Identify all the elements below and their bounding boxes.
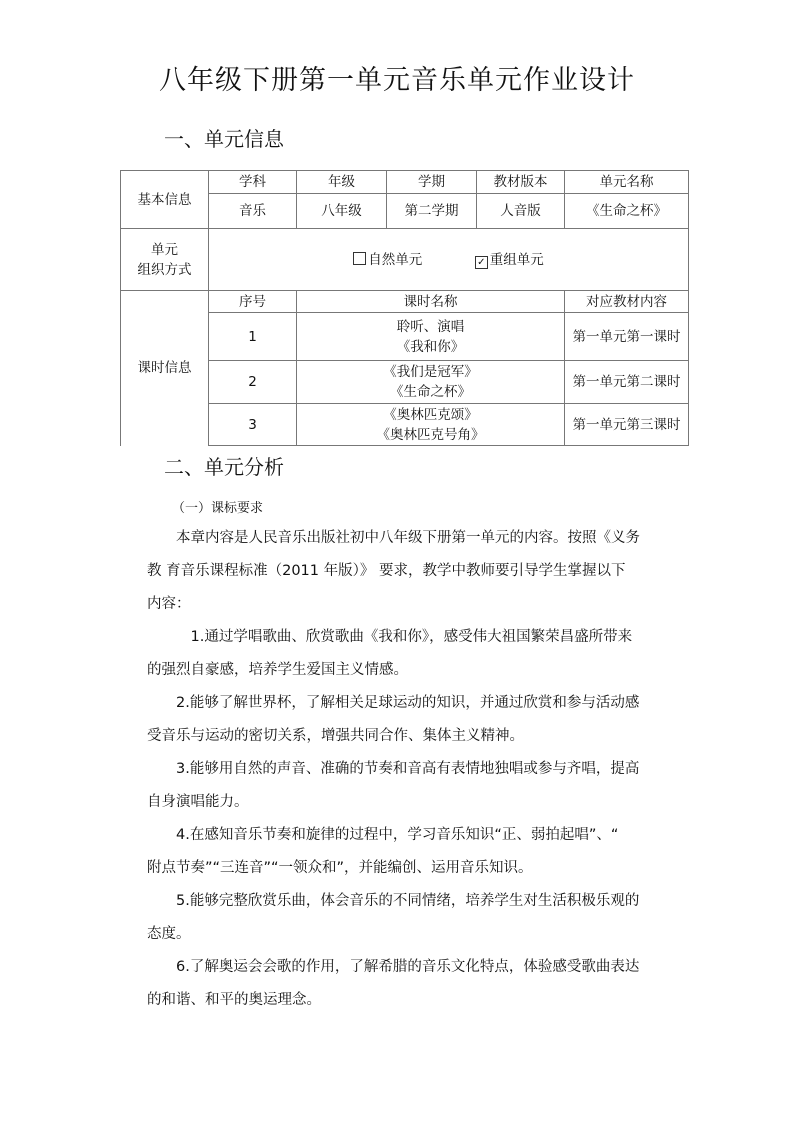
value-grade: 八年级 bbox=[297, 194, 387, 229]
checkbox-checked-icon[interactable]: ✓ bbox=[475, 256, 488, 269]
lesson-no: 2 bbox=[209, 361, 297, 404]
section-heading-unit-analysis: 二、单元分析 bbox=[164, 455, 284, 479]
row-label-basic-info: 基本信息 bbox=[121, 171, 209, 229]
row-label-organization-line1: 单元 bbox=[151, 241, 178, 258]
lesson-name-line1: 《我们是冠军》 bbox=[383, 364, 478, 380]
value-subject: 音乐 bbox=[209, 194, 297, 229]
header-textbook: 教材版本 bbox=[477, 171, 565, 194]
lesson-content: 第一单元第二课时 bbox=[565, 361, 689, 404]
header-lesson-no: 序号 bbox=[209, 291, 297, 313]
list-item: 3.能够用自然的声音、准确的节奏和音高有表情地独唱或参与齐唱，提高 bbox=[176, 761, 640, 777]
lesson-no: 1 bbox=[209, 313, 297, 361]
list-item-continued: 附点节奏”“三连音”“一领众和”，并能编创、运用音乐知识。 bbox=[147, 860, 533, 876]
lesson-name bbox=[297, 313, 565, 361]
row-label-organization bbox=[121, 229, 209, 291]
option-natural-unit-label: 自然单元 bbox=[368, 251, 423, 268]
lesson-name-line1: 聆听、演唱 bbox=[396, 318, 465, 335]
option-regroup-unit-label: 重组单元 bbox=[489, 251, 544, 268]
header-semester: 学期 bbox=[387, 171, 477, 194]
paragraph-line: 教 育音乐课程标准（2011 年版）》 要求，教学中教师要引导学生掌握以下 bbox=[147, 563, 626, 579]
value-semester: 第二学期 bbox=[387, 194, 477, 229]
unit-info-table bbox=[120, 170, 689, 446]
lesson-name-line2: 《我和你》 bbox=[396, 338, 465, 355]
lesson-name-line2: 《生命之杯》 bbox=[390, 384, 471, 400]
list-item-continued: 态度。 bbox=[147, 926, 191, 942]
value-unit-name: 《生命之杯》 bbox=[565, 194, 689, 229]
header-grade: 年级 bbox=[297, 171, 387, 194]
lesson-content: 第一单元第一课时 bbox=[565, 313, 689, 361]
section-heading-unit-info: 一、单元信息 bbox=[164, 127, 284, 151]
lesson-name bbox=[297, 361, 565, 404]
lesson-name-line2: 《奥林匹克号角》 bbox=[376, 426, 485, 443]
row-label-organization-line2: 组织方式 bbox=[137, 261, 192, 278]
list-item: 4.在感知音乐节奏和旋律的过程中，学习音乐知识“正、弱拍起唱”、“ bbox=[176, 827, 619, 843]
list-item: 5.能够完整欣赏乐曲，体会音乐的不同情绪，培养学生对生活积极乐观的 bbox=[176, 893, 640, 909]
paragraph-line: 内容： bbox=[147, 596, 191, 612]
organization-options bbox=[209, 229, 689, 291]
header-lesson-content: 对应教材内容 bbox=[565, 291, 689, 313]
list-item-continued: 受音乐与运动的密切关系，增强共同合作、集体主义精神。 bbox=[147, 728, 524, 744]
row-label-lessons: 课时信息 bbox=[121, 291, 209, 446]
list-item: 6.了解奥运会会歌的作用，了解希腊的音乐文化特点，体验感受歌曲表达 bbox=[176, 959, 640, 975]
value-textbook: 人音版 bbox=[477, 194, 565, 229]
paragraph-line: 本章内容是人民音乐出版社初中八年级下册第一单元的内容。按照《义务 bbox=[176, 530, 640, 546]
lesson-name bbox=[297, 404, 565, 446]
list-item: 1.通过学唱歌曲、欣赏歌曲《我和你》，感受伟大祖国繁荣昌盛所带来 bbox=[190, 629, 633, 645]
checkbox-empty-icon[interactable] bbox=[353, 252, 366, 265]
list-item-continued: 的和谐、和平的奥运理念。 bbox=[147, 992, 321, 1008]
lesson-no: 3 bbox=[209, 404, 297, 446]
header-subject: 学科 bbox=[209, 171, 297, 194]
subsection-heading-curriculum: （一）课标要求 bbox=[172, 501, 264, 516]
option-regroup-unit[interactable] bbox=[475, 252, 544, 268]
option-natural-unit[interactable] bbox=[353, 252, 426, 268]
header-unit-name: 单元名称 bbox=[565, 171, 689, 194]
list-item-continued: 的强烈自豪感，培养学生爱国主义情感。 bbox=[147, 662, 408, 678]
list-item: 2.能够了解世界杯，了解相关足球运动的知识，并通过欣赏和参与活动感 bbox=[176, 695, 640, 711]
header-lesson-name: 课时名称 bbox=[297, 291, 565, 313]
curriculum-requirements-text bbox=[147, 522, 687, 1017]
page-title: 八年级下册第一单元音乐单元作业设计 bbox=[159, 65, 635, 96]
list-item-continued: 自身演唱能力。 bbox=[147, 794, 249, 810]
lesson-content: 第一单元第三课时 bbox=[565, 404, 689, 446]
lesson-name-line1: 《奥林匹克颂》 bbox=[383, 406, 478, 423]
